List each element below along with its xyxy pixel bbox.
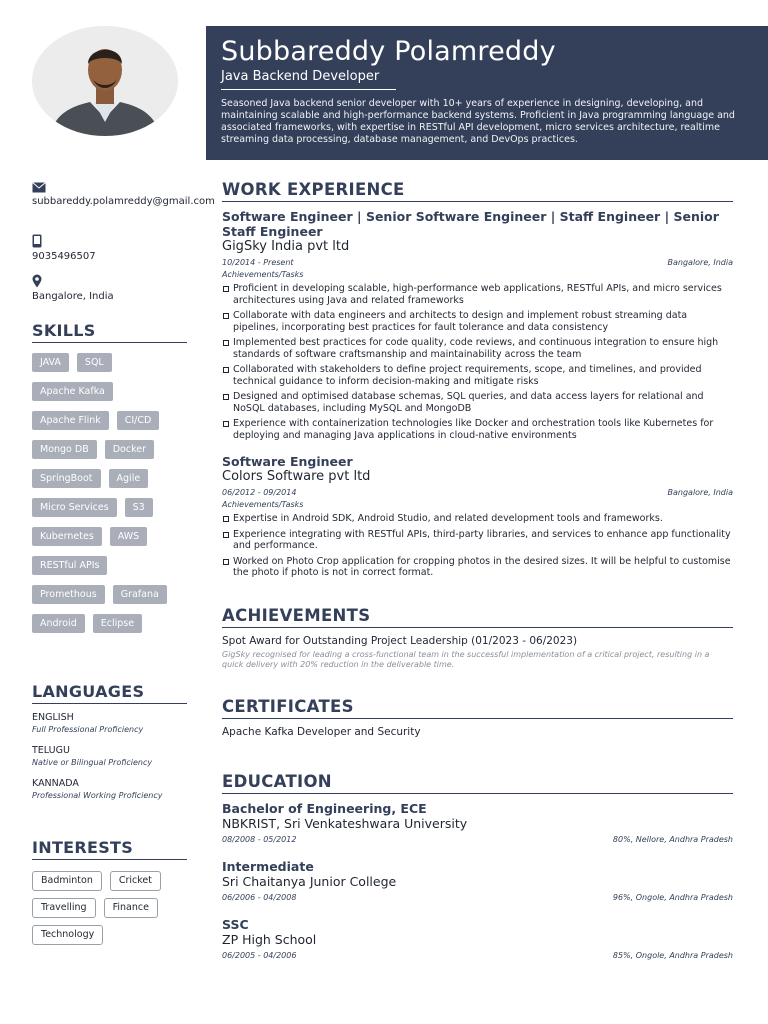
education-degree: Bachelor of Engineering, ECE bbox=[222, 800, 427, 816]
skill-chip: CI/CD bbox=[117, 411, 160, 430]
interest-chip: Technology bbox=[32, 925, 103, 945]
job-title: Software Engineer bbox=[222, 454, 353, 469]
education-school: Sri Chaitanya Junior College bbox=[222, 873, 397, 889]
education-dates: 06/2005 - 04/2006 bbox=[222, 950, 297, 960]
skills-list bbox=[32, 353, 188, 643]
skill-chip: AWS bbox=[110, 527, 147, 546]
education-details: 80%, Nellore, Andhra Pradesh bbox=[612, 834, 733, 844]
education-heading: EDUCATION bbox=[222, 772, 733, 794]
tasks-label: Achievements/Tasks bbox=[222, 270, 304, 279]
job-company: GigSky India pvt ltd bbox=[222, 239, 350, 254]
map-pin-icon bbox=[32, 274, 192, 288]
education-meta bbox=[222, 834, 733, 846]
envelope-icon bbox=[32, 182, 192, 193]
interest-row bbox=[32, 898, 192, 918]
job-meta bbox=[222, 487, 733, 499]
task-item: Collaborate with data engineers and architects to design and implement robust streaming data pipelines, incorporating best practices for fault tolerance and data consistency bbox=[222, 310, 733, 333]
skill-chip: Mongo DB bbox=[32, 440, 97, 459]
profile-photo bbox=[32, 26, 178, 136]
skill-row bbox=[32, 382, 188, 401]
education-details: 96%, Ongole, Andhra Pradesh bbox=[612, 892, 733, 902]
task-item: Worked on Photo Crop application for cropping photos in the desired sizes. It will be helpful to customise the photo if photo is not in correct format. bbox=[222, 556, 733, 579]
candidate-name: Subbareddy Polamreddy bbox=[221, 36, 556, 67]
resume-header bbox=[206, 26, 768, 160]
skill-chip: JAVA bbox=[32, 353, 69, 372]
task-item: Designed and optimised database schemas, SQL queries, and data access layers for relational and NoSQL databases, including MySQL and MongoDB bbox=[222, 391, 733, 414]
phone-text[interactable]: 9035496507 bbox=[32, 251, 96, 262]
skill-row bbox=[32, 469, 188, 488]
education-degree: Intermediate bbox=[222, 858, 314, 874]
achievement-description: GigSky recognised for leading a cross-functional team in the successful implementation of a critical project, resulting in a quick delivery with 20% reduction in the deliverable time. bbox=[222, 649, 710, 669]
education-entry bbox=[222, 801, 733, 846]
profile-photo-image bbox=[32, 26, 178, 136]
skill-chip: Android bbox=[32, 614, 85, 633]
skill-chip: RESTful APIs bbox=[32, 556, 107, 575]
job-company: Colors Software pvt ltd bbox=[222, 469, 371, 484]
skill-chip: Kubernetes bbox=[32, 527, 102, 546]
education-dates: 08/2008 - 05/2012 bbox=[222, 834, 297, 844]
skill-row bbox=[32, 614, 188, 633]
contact-email bbox=[32, 182, 215, 208]
interest-row bbox=[32, 871, 192, 891]
skill-chip: Promethous bbox=[32, 585, 105, 604]
language-level: Native or Bilingual Proficiency bbox=[32, 758, 153, 767]
task-item: Experience with containerization technologies like Docker and orchestration tools like Kubernetes for deploying and managing Java applications in cloud-native environments bbox=[222, 418, 733, 441]
skill-chip: SQL bbox=[77, 353, 112, 372]
education-meta bbox=[222, 892, 733, 904]
education-school: ZP High School bbox=[222, 931, 317, 947]
task-item: Expertise in Android SDK, Android Studio, and related development tools and frameworks. bbox=[222, 513, 733, 525]
job-location: Bangalore, India bbox=[667, 258, 733, 267]
email-text[interactable]: subbareddy.polamreddy@gmail.com bbox=[32, 196, 215, 207]
skill-row bbox=[32, 585, 188, 604]
interest-chip: Travelling bbox=[32, 898, 96, 918]
skill-row bbox=[32, 440, 188, 459]
job-location: Bangalore, India bbox=[667, 488, 733, 497]
task-item: Experience integrating with RESTful APIs, third-party libraries, and services to enhance app functionality and performance. bbox=[222, 529, 733, 552]
interest-chip: Badminton bbox=[32, 871, 102, 891]
job-dates: 06/2012 - 09/2014 bbox=[222, 488, 297, 497]
skill-chip: Agile bbox=[109, 469, 149, 488]
language-name: KANNADA bbox=[32, 778, 79, 789]
education-details: 85%, Ongole, Andhra Pradesh bbox=[612, 950, 733, 960]
interests-list bbox=[32, 871, 192, 952]
skill-chip: Apache Kafka bbox=[32, 382, 113, 401]
achievement-title: Spot Award for Outstanding Project Leadership (01/2023 - 06/2023) bbox=[222, 634, 578, 647]
interest-row bbox=[32, 925, 192, 945]
skill-row bbox=[32, 353, 188, 372]
skill-chip: Micro Services bbox=[32, 498, 117, 517]
education-degree: SSC bbox=[222, 916, 249, 932]
interest-chip: Finance bbox=[104, 898, 158, 918]
interest-chip: Cricket bbox=[110, 871, 161, 891]
language-item bbox=[32, 712, 192, 736]
job-meta bbox=[222, 257, 733, 269]
task-item: Implemented best practices for code quality, code reviews, and continuous integration to ensure high standards of software craftsmanship and maintainability across the team bbox=[222, 337, 733, 360]
language-item bbox=[32, 745, 192, 769]
certificates-heading: CERTIFICATES bbox=[222, 697, 733, 719]
main-column bbox=[222, 180, 733, 962]
certificate-item: Apache Kafka Developer and Security bbox=[222, 725, 421, 738]
language-name: TELUGU bbox=[32, 745, 70, 756]
contact-phone bbox=[32, 234, 192, 263]
language-name: ENGLISH bbox=[32, 712, 74, 723]
contact-location bbox=[32, 274, 192, 303]
achievements-heading: ACHIEVEMENTS bbox=[222, 606, 733, 628]
candidate-role: Java Backend Developer bbox=[221, 68, 396, 90]
achievement-entry bbox=[222, 635, 733, 670]
skill-chip: SpringBoot bbox=[32, 469, 101, 488]
task-item: Collaborated with stakeholders to define project requirements, scope, and timelines, and provided technical guidance to inform decision-making and mitigate risks bbox=[222, 364, 733, 387]
job-entry bbox=[222, 209, 733, 441]
skill-row bbox=[32, 498, 188, 517]
language-level: Professional Working Proficiency bbox=[32, 791, 163, 800]
languages-heading: LANGUAGES bbox=[32, 682, 187, 704]
education-entry bbox=[222, 859, 733, 904]
skill-chip: Grafana bbox=[113, 585, 167, 604]
profile-summary: Seasoned Java backend senior developer with 10+ years of experience in designing, developing, and maintaining scalable and high-performance backend systems. Proficient in Java programming language and associated frameworks, with expertise in RESTful API development, micro services architecture, realtime streaming data processing, database management, and DevOps practices. bbox=[221, 98, 735, 145]
skill-row bbox=[32, 411, 188, 430]
task-item: Proficient in developing scalable, high-performance web applications, RESTful APIs, and micro services architectures using Java and related frameworks bbox=[222, 283, 733, 306]
education-school: NBKRIST, Sri Venkateshwara University bbox=[222, 815, 468, 831]
skills-heading: SKILLS bbox=[32, 321, 187, 343]
education-entry bbox=[222, 917, 733, 962]
education-meta bbox=[222, 950, 733, 962]
language-item bbox=[32, 778, 192, 802]
skill-chip: Docker bbox=[105, 440, 154, 459]
task-list bbox=[222, 513, 733, 579]
job-entry bbox=[222, 454, 733, 579]
task-list bbox=[222, 283, 733, 441]
job-title: Software Engineer | Senior Software Engineer | Staff Engineer | Senior Staff Engineer bbox=[222, 209, 719, 239]
mobile-phone-icon bbox=[32, 234, 192, 248]
interests-heading: INTERESTS bbox=[32, 838, 187, 860]
skill-row bbox=[32, 556, 188, 575]
work-experience-heading: WORK EXPERIENCE bbox=[222, 180, 733, 202]
languages-list bbox=[32, 712, 192, 811]
skill-chip: Eclipse bbox=[93, 614, 142, 633]
language-level: Full Professional Proficiency bbox=[32, 725, 144, 734]
skill-row bbox=[32, 527, 188, 546]
education-dates: 06/2006 - 04/2008 bbox=[222, 892, 297, 902]
skill-chip: S3 bbox=[125, 498, 153, 517]
location-text: Bangalore, India bbox=[32, 291, 114, 302]
tasks-label: Achievements/Tasks bbox=[222, 500, 304, 509]
skill-chip: Apache Flink bbox=[32, 411, 109, 430]
job-dates: 10/2014 - Present bbox=[222, 258, 294, 267]
